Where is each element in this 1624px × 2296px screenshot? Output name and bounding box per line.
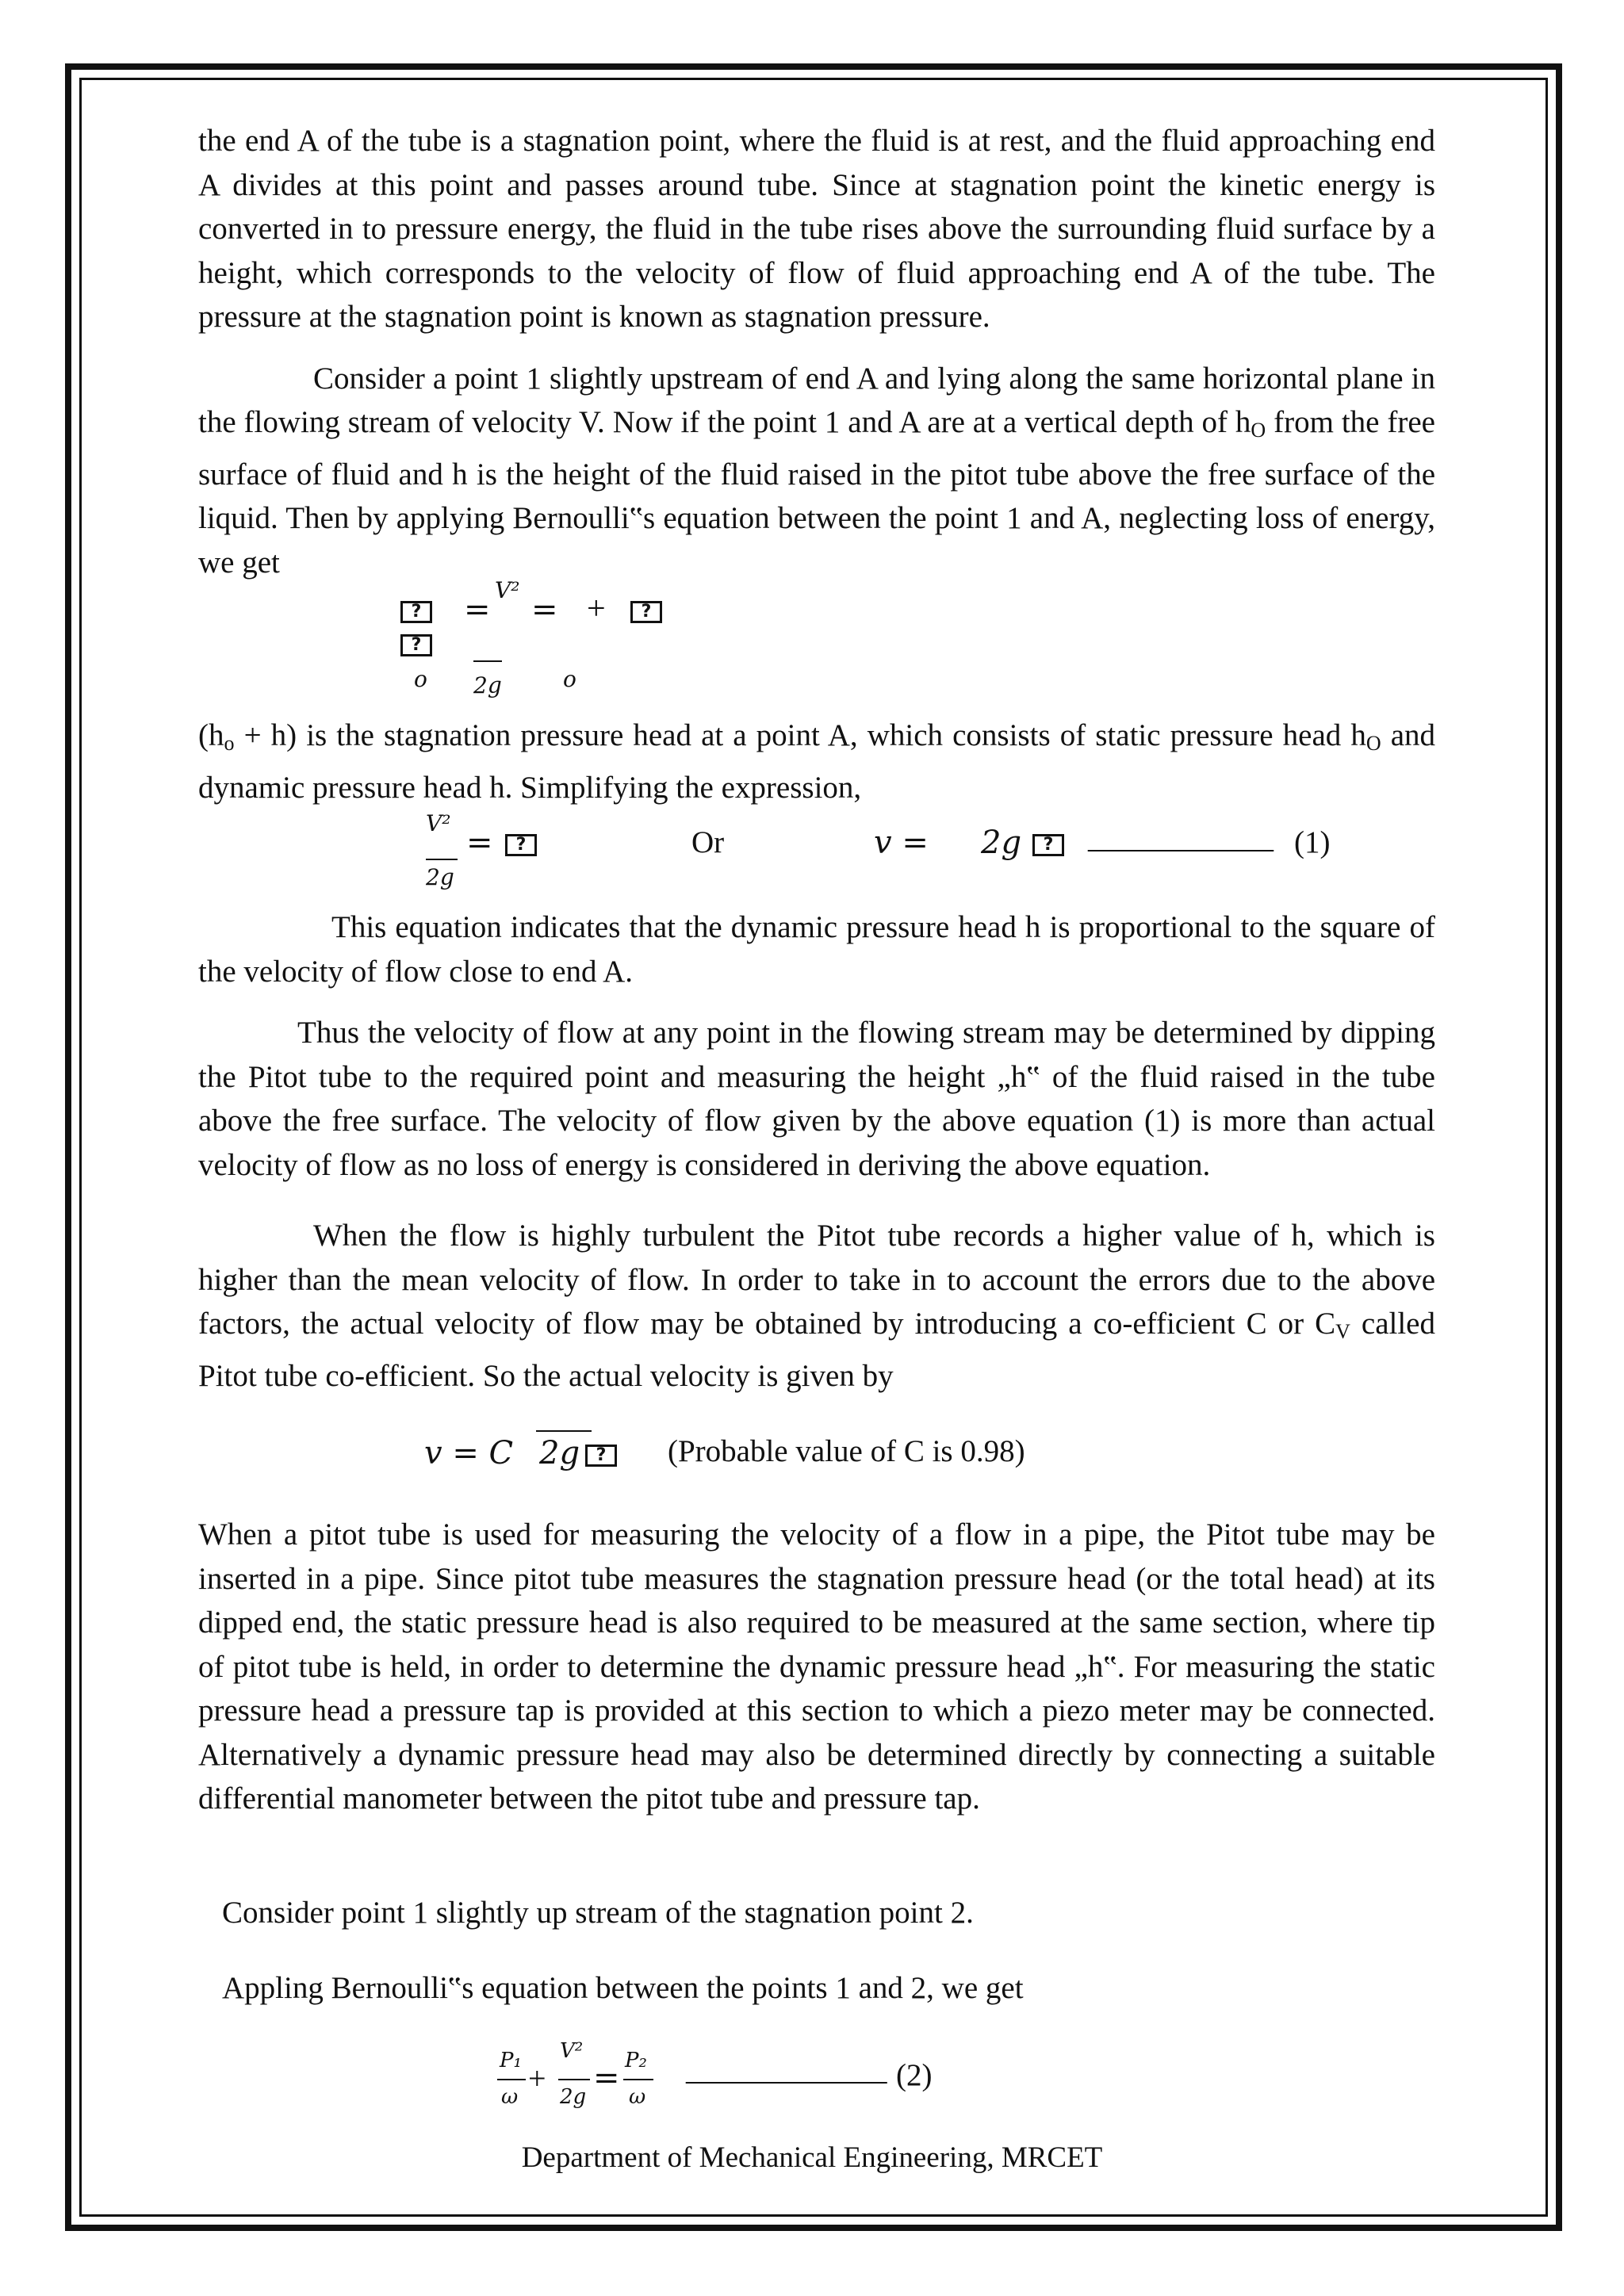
paragraph-turbulent: When the flow is highly turbulent the Pitot tube records a higher value of h, which is higher than the mean velocity of flow. In order to take in to account the errors due to the above factors, the actual velocity of flow may be obtained by introducing a co-efficient C or $C_V$ called Pitot tube co-efficient. So the actual velocity is given by <box>198 1219 1435 1393</box>
paragraph-stagnation-head: $(h_o + h)$ is the stagnation pressure head at a point A, which consists of static pressure head $h_O$ and dynamic pressure head h. Simplifying the expression, <box>198 718 1436 805</box>
fraction-bar <box>426 859 458 860</box>
fraction-bar <box>558 2079 590 2080</box>
line-consider-point-1: Consider point 1 slightly up stream of the stagnation point 2. <box>222 1896 974 1930</box>
missing-glyph-icon: ? <box>1032 834 1064 856</box>
document-body-2 <box>198 714 1435 809</box>
paragraph-proportional: This equation indicates that the dynamic pressure head h is proportional to the square of the velocity of flow close to end A. <box>198 910 1435 989</box>
document-body-3 <box>198 905 1435 1398</box>
paragraph-pipe-velocity: When a pitot tube is used for measuring the velocity of a flow in a pipe, the Pitot tube may be inserted in a pipe. Since pitot tube measures the stagnation pressure head (or the total head) at its dipped end, the static pressure head is also required to be measured at the same section, where tip of pitot tube is held, in order to determine the dynamic pressure head „h‟. For measuring the static pressure head a pressure tap is provided at this section to which a piezo meter may be connected. Alternatively a dynamic pressure head may also be determined directly by connecting a suitable differential manometer between the pitot tube and pressure tap. <box>198 1517 1435 1816</box>
missing-glyph-icon: ? <box>505 834 537 856</box>
document-body-4 <box>198 1513 1435 1821</box>
fraction-bar <box>497 2079 526 2080</box>
fraction-bar <box>623 2079 653 2080</box>
document-body <box>198 119 1435 584</box>
paragraph-stagnation-point: the end A of the tube is a stagnation point, where the fluid is at rest, and the fluid approaching end A divides at this point and passes around tube. Since at stagnation point the kinetic energy is converted in to pressure energy, the fluid in the tube rises above the surrounding fluid surface by a height, which corresponds to the velocity of flow of fluid approaching end A of the tube. The pressure at the stagnation point is known as stagnation pressure. <box>198 124 1435 334</box>
paragraph-consider-point: Consider a point 1 slightly upstream of end A and lying along the same horizontal plane in the flowing stream of velocity V. Now if the point 1 and A are at a vertical depth of $h_O$ from the free surface of fluid and h is the height of the fluid raised in the pitot tube above the free surface of the liquid. Then by applying Bernoulli‟s equation between the point 1 and A, neglecting loss of energy, we get <box>198 361 1435 580</box>
line-applying-bernoulli: Appling Bernoulli‟s equation between the points 1 and 2, we get <box>222 1971 1024 2005</box>
missing-glyph-icon: ? <box>585 1445 617 1467</box>
root-overline <box>536 1430 592 1432</box>
missing-glyph-icon: ? <box>400 634 432 656</box>
page-footer: Department of Mechanical Engineering, MRCET <box>521 2141 1103 2174</box>
missing-glyph-icon: ? <box>630 601 662 623</box>
missing-glyph-icon: ? <box>400 601 432 623</box>
paragraph-dipping-pitot: Thus the velocity of flow at any point in the flowing stream may be determined by dipping the Pitot tube to the required point and measuring the height „h‟ of the fluid raised in the tube above the free surface. The velocity of flow given by the above equation (1) is more than actual velocity of flow as no loss of energy is considered in deriving the above equation. <box>198 1016 1435 1182</box>
fraction-bar <box>473 660 502 662</box>
